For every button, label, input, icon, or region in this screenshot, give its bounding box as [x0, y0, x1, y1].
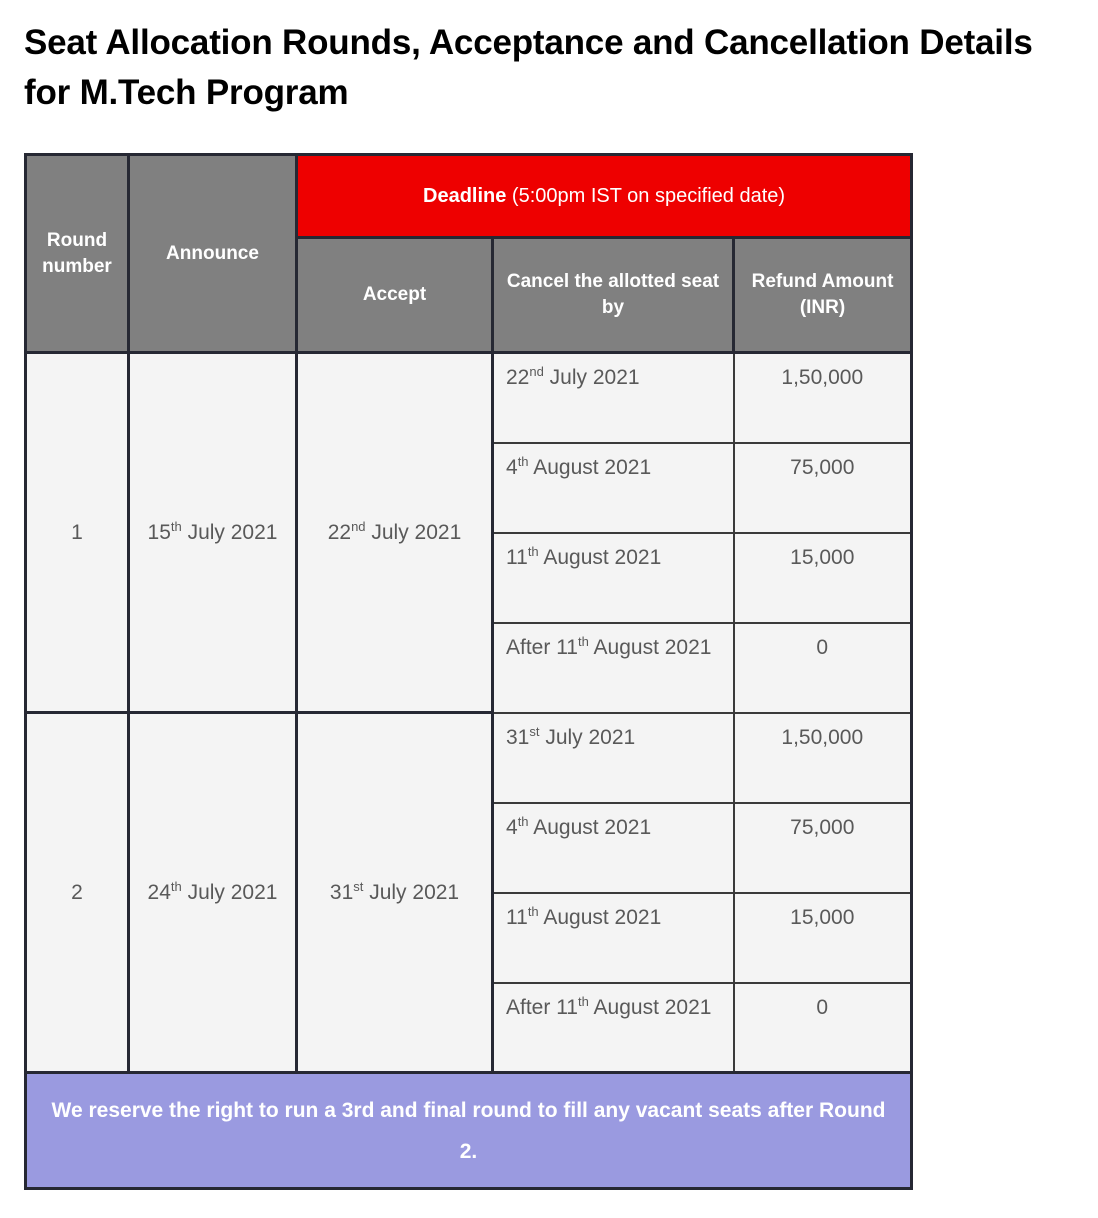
cancel-ordinal: th	[578, 993, 589, 1009]
cell-cancel-date	[493, 533, 734, 623]
announce-ordinal: th	[170, 518, 182, 534]
cell-accept-date	[297, 353, 493, 713]
cancel-prefix: After	[506, 635, 557, 659]
cell-announce-date	[129, 713, 297, 1073]
cell-round-number: 2	[26, 713, 129, 1073]
cell-cancel-date	[493, 353, 734, 443]
accept-day: 31	[329, 880, 354, 904]
cancel-ordinal: th	[517, 453, 529, 469]
footnote-banner: We reserve the right to run a 3rd and final round to fill any vacant seats after Round 2.	[26, 1073, 912, 1189]
cancel-ordinal: st	[529, 723, 540, 739]
accept-ordinal: st	[353, 878, 364, 894]
cancel-rest: August 2021	[528, 815, 652, 839]
cancel-rest: July 2021	[539, 725, 636, 749]
cancel-rest: July 2021	[543, 366, 640, 389]
allocation-table-container	[24, 153, 910, 1190]
announce-ordinal: th	[170, 878, 182, 894]
cancel-ordinal: th	[578, 633, 589, 649]
cancel-ordinal: th	[527, 543, 539, 559]
accept-day: 22	[327, 520, 352, 544]
cell-cancel-date	[493, 983, 734, 1073]
allocation-table	[24, 153, 913, 1190]
cancel-day: 11	[556, 995, 578, 1019]
column-header-refund-amount: Refund Amount (INR)	[734, 238, 912, 353]
cancel-ordinal: th	[527, 903, 539, 919]
table-body	[26, 353, 912, 1189]
header-row-top	[26, 155, 912, 238]
column-header-accept: Accept	[297, 238, 493, 353]
accept-rest: July 2021	[363, 880, 460, 904]
cancel-day: 11	[506, 545, 528, 569]
accept-rest: July 2021	[365, 520, 462, 544]
cell-accept-date	[297, 713, 493, 1073]
deadline-label-rest: (5:00pm IST on specified date)	[506, 185, 786, 207]
cell-cancel-date	[493, 893, 734, 983]
column-header-round-number: Round number	[26, 155, 129, 353]
cancel-day: 4	[506, 455, 518, 479]
cancel-day: 11	[506, 905, 528, 929]
cancel-day: 4	[506, 815, 518, 839]
cancel-day: 11	[556, 635, 578, 659]
cell-round-number: 1	[26, 353, 129, 713]
cell-refund-amount: 0	[734, 983, 912, 1073]
cancel-ordinal: th	[517, 813, 529, 829]
cell-refund-amount: 75,000	[734, 803, 912, 893]
cancel-day: 31	[506, 725, 530, 749]
cell-cancel-date	[493, 713, 734, 803]
cell-cancel-date	[493, 623, 734, 713]
cell-cancel-date	[493, 443, 734, 533]
table-row	[26, 353, 912, 443]
cancel-rest: August 2021	[588, 995, 712, 1019]
announce-day: 15	[147, 520, 171, 544]
column-header-cancel-seat: Cancel the allotted seat by	[493, 238, 734, 353]
cell-refund-amount: 1,50,000	[734, 353, 912, 443]
cancel-rest: August 2021	[538, 905, 662, 929]
page-title: Seat Allocation Rounds, Acceptance and Cancellation Details for M.Tech Program	[24, 23, 1033, 112]
column-header-deadline-group	[297, 155, 912, 238]
cell-refund-amount: 0	[734, 623, 912, 713]
cancel-rest: August 2021	[528, 455, 652, 479]
column-header-announce: Announce	[129, 155, 297, 353]
cancel-day: 22	[506, 366, 530, 389]
announce-day: 24	[147, 880, 171, 904]
cell-announce-date	[129, 353, 297, 713]
cell-refund-amount: 15,000	[734, 533, 912, 623]
cancel-rest: August 2021	[588, 635, 712, 659]
cancel-ordinal: nd	[529, 364, 544, 379]
cell-cancel-date	[493, 803, 734, 893]
announce-rest: July 2021	[181, 880, 278, 904]
footnote-row	[26, 1073, 912, 1189]
table-header	[26, 155, 912, 353]
cell-refund-amount: 75,000	[734, 443, 912, 533]
accept-ordinal: nd	[351, 518, 366, 534]
cancel-prefix: After	[506, 995, 557, 1019]
announce-rest: July 2021	[181, 520, 278, 544]
cancel-rest: August 2021	[538, 545, 662, 569]
table-row	[26, 713, 912, 803]
deadline-label-bold: Deadline	[423, 185, 507, 207]
cell-refund-amount: 1,50,000	[734, 713, 912, 803]
cell-refund-amount: 15,000	[734, 893, 912, 983]
